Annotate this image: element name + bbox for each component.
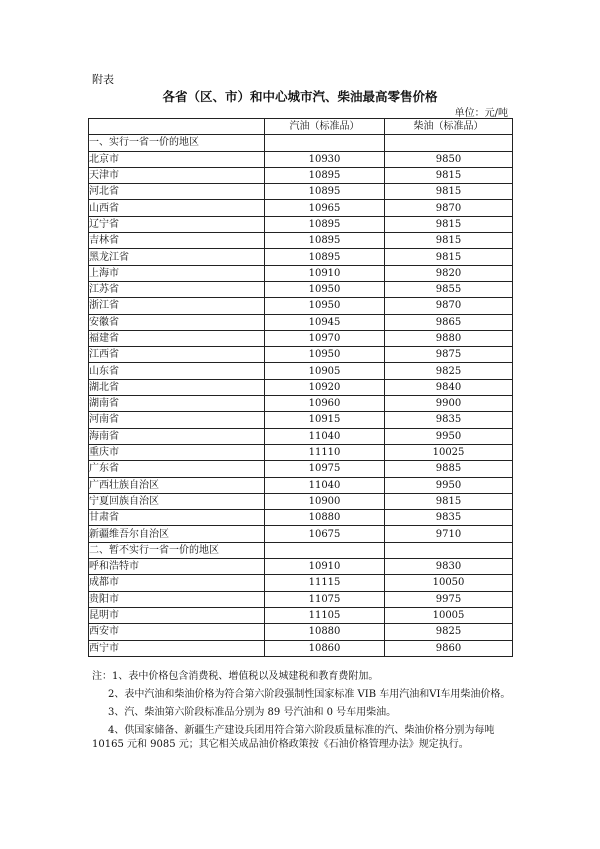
note-3: 3、汽、柴油第六阶段标准品分别为 89 号汽油和 0 号车用柴油。 xyxy=(108,707,397,718)
gasoline-price: 10950 xyxy=(265,347,385,363)
table-body xyxy=(89,135,513,657)
table-row xyxy=(89,412,513,428)
table-row xyxy=(89,493,513,509)
table-row xyxy=(89,298,513,314)
region-name: 安徽省 xyxy=(89,314,265,330)
diesel-price: 9815 xyxy=(385,184,513,200)
diesel-price: 9850 xyxy=(385,151,513,167)
gasoline-price: 10895 xyxy=(265,167,385,183)
region-name: 湖南省 xyxy=(89,396,265,412)
table-row xyxy=(89,151,513,167)
table-row xyxy=(89,428,513,444)
gasoline-price: 10945 xyxy=(265,314,385,330)
diesel-price: 9825 xyxy=(385,624,513,640)
table-row xyxy=(89,640,513,656)
region-name: 上海市 xyxy=(89,265,265,281)
gasoline-price: 10920 xyxy=(265,379,385,395)
table-row xyxy=(89,624,513,640)
table-row xyxy=(89,281,513,297)
diesel-price: 9870 xyxy=(385,298,513,314)
region-name: 天津市 xyxy=(89,167,265,183)
price-table xyxy=(88,118,513,657)
notes xyxy=(92,670,512,756)
gasoline-price: 10860 xyxy=(265,640,385,656)
diesel-price: 9815 xyxy=(385,233,513,249)
diesel-price: 9900 xyxy=(385,396,513,412)
gasoline-price: 11105 xyxy=(265,607,385,623)
diesel-price: 9885 xyxy=(385,461,513,477)
region-name: 呼和浩特市 xyxy=(89,559,265,575)
table-row xyxy=(89,167,513,183)
diesel-price: 9865 xyxy=(385,314,513,330)
gasoline-price: 10930 xyxy=(265,151,385,167)
region-name: 北京市 xyxy=(89,151,265,167)
diesel-price: 9950 xyxy=(385,428,513,444)
region-name: 辽宁省 xyxy=(89,216,265,232)
gasoline-price: 11110 xyxy=(265,444,385,460)
diesel-price: 9825 xyxy=(385,363,513,379)
header-region xyxy=(89,119,265,135)
region-name: 广东省 xyxy=(89,461,265,477)
gasoline-price: 10895 xyxy=(265,184,385,200)
diesel-price: 9815 xyxy=(385,493,513,509)
table-row xyxy=(89,444,513,460)
region-name: 昆明市 xyxy=(89,607,265,623)
page-title: 各省（区、市）和中心城市汽、柴油最高零售价格 xyxy=(162,89,438,104)
gasoline-price: 10905 xyxy=(265,363,385,379)
gasoline-price: 11115 xyxy=(265,575,385,591)
region-name: 江西省 xyxy=(89,347,265,363)
note-1: 注：1、表中价格包含消费税、增值税以及城建税和教育费附加。 xyxy=(92,671,379,682)
diesel-price: 10005 xyxy=(385,607,513,623)
diesel-price: 9860 xyxy=(385,640,513,656)
region-name: 湖北省 xyxy=(89,379,265,395)
section-title: 一、实行一省一价的地区 xyxy=(89,135,265,151)
table-row xyxy=(89,526,513,542)
region-name: 山东省 xyxy=(89,363,265,379)
gasoline-price: 10910 xyxy=(265,559,385,575)
gasoline-price: 10895 xyxy=(265,233,385,249)
table-row xyxy=(89,347,513,363)
section-empty-cell xyxy=(385,135,513,151)
gasoline-price: 11040 xyxy=(265,477,385,493)
region-name: 河南省 xyxy=(89,412,265,428)
table-row xyxy=(89,200,513,216)
attachment-label: 附表 xyxy=(92,73,114,86)
section-title: 二、暂不实行一省一价的地区 xyxy=(89,542,265,558)
table-row xyxy=(89,379,513,395)
gasoline-price: 10960 xyxy=(265,396,385,412)
table-row xyxy=(89,591,513,607)
diesel-price: 9710 xyxy=(385,526,513,542)
table-row xyxy=(89,265,513,281)
table-row xyxy=(89,363,513,379)
table-row xyxy=(89,233,513,249)
region-name: 黑龙江省 xyxy=(89,249,265,265)
table-row xyxy=(89,314,513,330)
diesel-price: 9820 xyxy=(385,265,513,281)
unit-label: 单位：元/吨 xyxy=(454,108,508,119)
diesel-price: 9815 xyxy=(385,216,513,232)
section-empty-cell xyxy=(385,542,513,558)
region-name: 广西壮族自治区 xyxy=(89,477,265,493)
diesel-price: 9835 xyxy=(385,510,513,526)
table-row xyxy=(89,575,513,591)
table-row xyxy=(89,607,513,623)
diesel-price: 9840 xyxy=(385,379,513,395)
diesel-price: 9870 xyxy=(385,200,513,216)
table-row xyxy=(89,477,513,493)
section-row xyxy=(89,542,513,558)
gasoline-price: 10895 xyxy=(265,216,385,232)
gasoline-price: 10915 xyxy=(265,412,385,428)
region-name: 吉林省 xyxy=(89,233,265,249)
diesel-price: 9855 xyxy=(385,281,513,297)
region-name: 江苏省 xyxy=(89,281,265,297)
diesel-price: 9975 xyxy=(385,591,513,607)
region-name: 海南省 xyxy=(89,428,265,444)
diesel-price: 9875 xyxy=(385,347,513,363)
section-empty-cell xyxy=(265,542,385,558)
diesel-price: 9815 xyxy=(385,167,513,183)
table-row xyxy=(89,461,513,477)
gasoline-price: 10910 xyxy=(265,265,385,281)
diesel-price: 9830 xyxy=(385,559,513,575)
gasoline-price: 11075 xyxy=(265,591,385,607)
region-name: 重庆市 xyxy=(89,444,265,460)
region-name: 甘肃省 xyxy=(89,510,265,526)
gasoline-price: 10675 xyxy=(265,526,385,542)
diesel-price: 9835 xyxy=(385,412,513,428)
region-name: 山西省 xyxy=(89,200,265,216)
gasoline-price: 10970 xyxy=(265,330,385,346)
gasoline-price: 10880 xyxy=(265,624,385,640)
gasoline-price: 11040 xyxy=(265,428,385,444)
header-diesel: 柴油（标准品） xyxy=(385,119,513,135)
diesel-price: 9880 xyxy=(385,330,513,346)
table-row xyxy=(89,249,513,265)
region-name: 浙江省 xyxy=(89,298,265,314)
section-row xyxy=(89,135,513,151)
table-header-row xyxy=(89,119,513,135)
diesel-price: 10025 xyxy=(385,444,513,460)
region-name: 西安市 xyxy=(89,624,265,640)
note-4: 4、供国家储备、新疆生产建设兵团用符合第六阶段质量标准的汽、柴油价格分别为每吨 10165 元和 9085 元；其它相关成品油价格政策按《石油价格管理办法》规定执行。 xyxy=(92,725,495,750)
section-empty-cell xyxy=(265,135,385,151)
gasoline-price: 10900 xyxy=(265,493,385,509)
diesel-price: 10050 xyxy=(385,575,513,591)
table-row xyxy=(89,396,513,412)
diesel-price: 9815 xyxy=(385,249,513,265)
table-row xyxy=(89,330,513,346)
gasoline-price: 10950 xyxy=(265,298,385,314)
gasoline-price: 10965 xyxy=(265,200,385,216)
region-name: 新疆维吾尔自治区 xyxy=(89,526,265,542)
region-name: 福建省 xyxy=(89,330,265,346)
region-name: 贵阳市 xyxy=(89,591,265,607)
gasoline-price: 10895 xyxy=(265,249,385,265)
header-gasoline: 汽油（标准品） xyxy=(265,119,385,135)
table-row xyxy=(89,184,513,200)
gasoline-price: 10880 xyxy=(265,510,385,526)
table-row xyxy=(89,559,513,575)
table-row xyxy=(89,216,513,232)
region-name: 西宁市 xyxy=(89,640,265,656)
region-name: 成都市 xyxy=(89,575,265,591)
diesel-price: 9950 xyxy=(385,477,513,493)
region-name: 河北省 xyxy=(89,184,265,200)
gasoline-price: 10950 xyxy=(265,281,385,297)
gasoline-price: 10975 xyxy=(265,461,385,477)
table-row xyxy=(89,510,513,526)
note-2: 2、表中汽油和柴油价格为符合第六阶段强制性国家标准 VIB 车用汽油和VI车用柴油价格。 xyxy=(108,689,511,700)
region-name: 宁夏回族自治区 xyxy=(89,493,265,509)
